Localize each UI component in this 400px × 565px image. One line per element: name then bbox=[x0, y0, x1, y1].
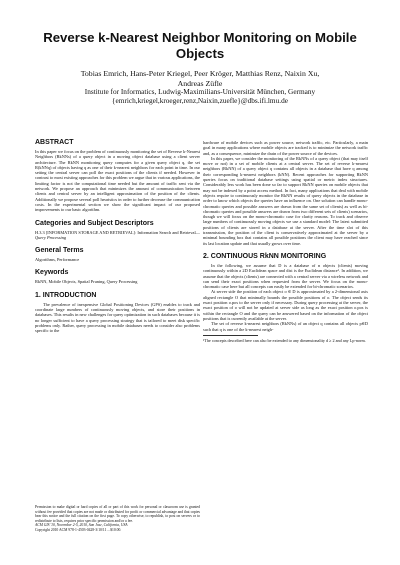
paper-title: Reverse k-Nearest Neighbor Monitoring on Mobile Objects bbox=[43, 30, 357, 61]
author-block bbox=[20, 69, 380, 105]
general-terms-text: Algorithms, Performance bbox=[35, 257, 80, 263]
section-2-paragraph-1: In the following, we assume that D is a database of n objects (clients) moving continuously within a 2D Euclidean space and dist is the Euclidean distance¹. In addition, we assume that the objects (clients) are connected with a central server via a wireless network and can send their exact positions when requested from the server. We focus on the mono-chromatic case here but all concepts can easily be extended for bi-chromatic scenarios. bbox=[203, 262, 368, 290]
author-names-2: Andreas Züfle bbox=[177, 78, 223, 88]
section-2-heading: 2. CONTINUOUS RkNN MONITORING bbox=[203, 252, 327, 260]
categories-text: H.3.3 [INFORMATION STORAGE AND RETRIEVAL]: Information Search and Retrieval—Query Processing bbox=[35, 229, 200, 240]
footnote-rule bbox=[203, 335, 258, 336]
author-emails: {emrich,kriegel,kroeger,renz,Naixin,zuefle}@dbs.ifi.lmu.de bbox=[112, 95, 288, 105]
keywords-heading: Keywords bbox=[35, 269, 69, 277]
copyright-line: Copyright 2010 ACM 978-1-4503-0428-3/10/11 ...$10.00. bbox=[35, 527, 122, 532]
venue-line: ACM GIS '10, November 2-5, 2010, San Jose, California, USA bbox=[35, 523, 128, 527]
keywords-text: RkNN, Mobile Objects, Spatial Pruning, Query Processing bbox=[35, 279, 138, 285]
right-paragraph-2: In this paper, we consider the monitoring of the RkNNs of a query object (that may itself move or not) in a set of mobile clients at a central server. The set of reverse k-nearest neighbors (RkNN) of a query object q contains all objects in a database that have q among their corresponding k-nearest neighbors (kNN). Recent approaches for supporting RkNN queries focus on traditional database settings using spatial or metric index structures. Considerably less work has been done so far to support RkNN queries on mobile objects that may not be indexed by a point access method. In fact, many applications that deal with mobile objects require to continuously monitor the RkNN results of query objects in the database in order to know which objects the queries have an influence on. One solution can handle mono-chromatic queries and possible answers are drawn from the same set of clients) as well as bi-chromatic queries and possible answers are drawn from two different sets of clients) scenarios, though we will focus on the mono-chromatic case for clarity reasons. To track and observe large numbers of continuously moving objects we use a standard model: The latest submitted positions of clients are stored in a database at the server. After the time slot of this transmission, the position of the client is conservatively approximated at the server by a minimal bounding box that contains all possible positions the client may have reached since its last location update and that usually grows over time. bbox=[203, 155, 368, 246]
right-paragraph-1: hardware of mobile devices such as power source, network traffic, etc. Particularly, a main goal in many applications where mobile objects are tracked is to minimize the network traffic and, as a consequence, minimize the drain of the power source of the devices. bbox=[203, 140, 368, 156]
abstract-text: In this paper we focus on the problem of continuously monitoring the set of Reverse k-Nearest Neighbors (RkNNs) of a query object in a moving object database using a client server architecture. The RkNN monitoring query computes for a given query object q, the set R(kNNq) of objects having q as one of their k-nearest neighbors for each point in time. In our setting the central server can poll the exact positions of the clients if needed. However in contrast to most existing approaches for this problem we argue that in various applications, the limiting factor is not the computational time needed but the amount of traffic sent via the network. We propose an approach that minimizes the amount of communication between clients and central server by an intelligent approximation of the position of the clients. Additionally we propose several poll heuristics in order to further decrease the communication costs. In the experimental section we show the significant impact of our proposed improvements to our basic algorithm. bbox=[35, 149, 200, 213]
section-2-paragraph-2: At server side the position of each object o ∈ D is approximated by a 2-dimensional axis aligned rectangle O that minimally bounds the possible positions of o. The object sends its exact position o.pos to the server only if necessary. During query processing at the server, the exact position of o will not be updated at server side as long as the exact position o.pos is within the rectangle O and the query can be answered based on the information of the object positions that is currently available at the server. bbox=[203, 289, 368, 321]
abstract-heading: ABSTRACT bbox=[35, 139, 74, 146]
introduction-heading: 1. INTRODUCTION bbox=[35, 291, 97, 299]
left-column bbox=[35, 138, 200, 334]
permission-notice bbox=[35, 505, 200, 532]
section-2-paragraph-3: The set of reverse k-nearest neighbors (RkNNs) of an object q contains all objects p∈D such that q is one of the k-nearest neigh- bbox=[203, 321, 368, 332]
permission-text: Permission to make digital or hard copies of all or part of this work for personal or classroom use is granted without fee provided that copies are not made or distributed for profit or commercial advantage and that copies bear this notice and the full citation on the first page. To copy otherwise, to republish, to post on servers or to redistribute to lists, requires prior specific permission and/or a fee. bbox=[35, 505, 200, 523]
introduction-text: The prevalence of inexpensive Global Positioning Devices (GPS) enables to track and coordinate large numbers of continuously moving objects, and store their positions in databases. This results in new challenges for query optimization in such databases because it is no longer sufficient to have a query processing strategy that is tailored to meet disk specific problems only. Rather, query processing in mobile databases needs to consider also problems specific to the bbox=[35, 301, 200, 334]
general-terms-heading: General Terms bbox=[35, 247, 84, 255]
footnote: ¹The concepts described here can also be extended to any dimensionality d ≥ 2 and any Lp-norm. bbox=[203, 337, 366, 343]
institution: Institute for Informatics, Ludwig-Maximilians-Universität München, Germany bbox=[84, 87, 316, 96]
right-column bbox=[203, 140, 368, 343]
author-names: Tobias Emrich, Hans-Peter Kriegel, Peer Kröger, Matthias Renz, Naixin Xu, bbox=[80, 69, 320, 78]
categories-heading: Categories and Subject Descriptors bbox=[35, 219, 154, 227]
